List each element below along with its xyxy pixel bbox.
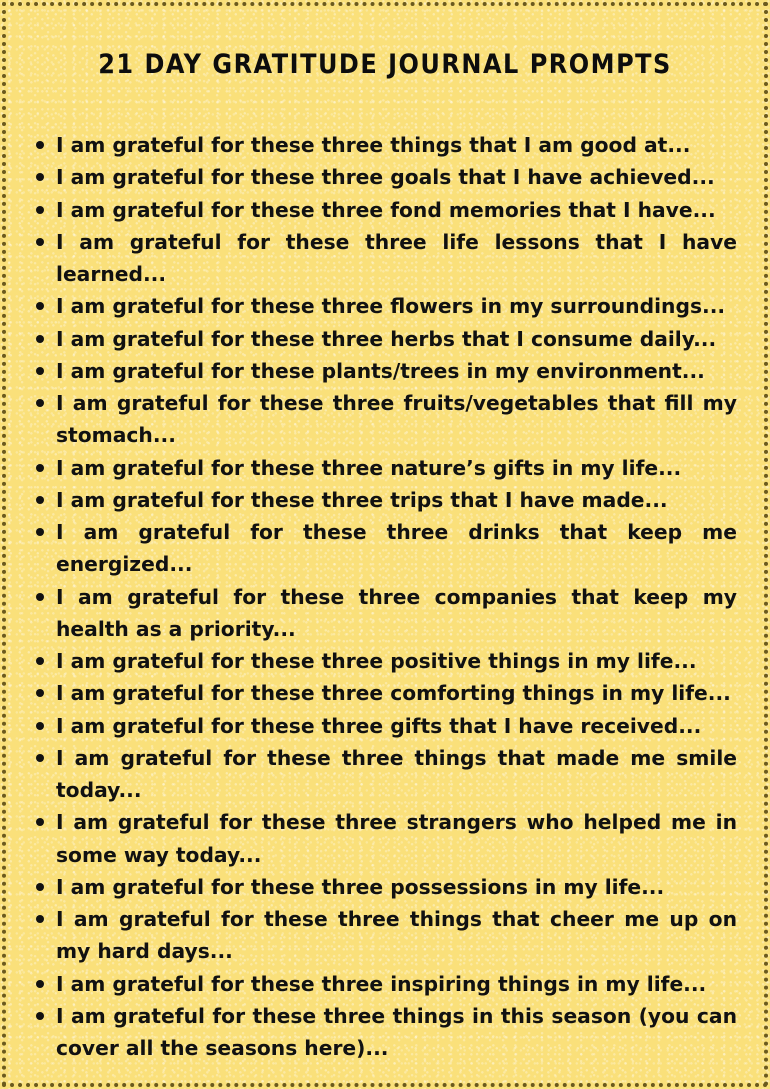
prompt-item bbox=[36, 290, 737, 322]
bullet-icon bbox=[36, 689, 44, 697]
prompt-list bbox=[36, 129, 737, 1064]
bullet-icon bbox=[36, 883, 44, 891]
prompt-text: I am grateful for these three fruits/vegetables that fill my stomach... bbox=[56, 391, 737, 448]
prompt-item bbox=[36, 742, 737, 807]
bullet-icon bbox=[36, 528, 44, 536]
bullet-icon bbox=[36, 980, 44, 988]
bullet-icon bbox=[36, 1012, 44, 1020]
prompt-item bbox=[36, 355, 737, 387]
bullet-icon bbox=[36, 593, 44, 601]
prompt-text: I am grateful for these three strangers who helped me in some way today... bbox=[56, 810, 737, 867]
prompt-text: I am grateful for these three positive things in my life... bbox=[56, 649, 697, 673]
bullet-icon bbox=[36, 722, 44, 730]
bullet-icon bbox=[36, 206, 44, 214]
bullet-icon bbox=[36, 464, 44, 472]
prompt-text: I am grateful for these plants/trees in my environment... bbox=[56, 358, 705, 383]
prompt-text: I am grateful for these three fond memories that I have... bbox=[56, 197, 716, 222]
prompt-item bbox=[36, 581, 737, 646]
prompt-item bbox=[36, 903, 737, 968]
prompt-item bbox=[36, 484, 737, 516]
prompt-item bbox=[36, 161, 737, 193]
prompt-item bbox=[36, 226, 737, 291]
prompt-text: I am grateful for these three things that made me smile today... bbox=[56, 745, 737, 802]
prompt-text: I am grateful for these three things that I am good at... bbox=[56, 133, 691, 157]
bullet-icon bbox=[36, 238, 44, 246]
prompt-text: I am grateful for these three companies that keep my health as a priority... bbox=[56, 584, 737, 641]
prompt-item bbox=[36, 871, 737, 903]
prompt-text: I am grateful for these three things in this season (you can cover all the seasons here)... bbox=[56, 1003, 737, 1060]
prompt-item bbox=[36, 194, 737, 226]
prompt-text: I am grateful for these three things that cheer me up on my hard days... bbox=[56, 907, 737, 964]
prompt-text: I am grateful for these three inspiring things in my life... bbox=[56, 971, 707, 996]
prompt-text: I am grateful for these three life lessons that I have learned... bbox=[56, 229, 737, 286]
prompt-item bbox=[36, 1000, 737, 1065]
bullet-icon bbox=[36, 141, 44, 149]
prompt-text: I am grateful for these three comforting things in my life... bbox=[56, 681, 731, 706]
bullet-icon bbox=[36, 657, 44, 665]
prompt-text: I am grateful for these three flowers in my surroundings... bbox=[56, 294, 726, 319]
bullet-icon bbox=[36, 173, 44, 181]
bullet-icon bbox=[36, 915, 44, 923]
prompt-item bbox=[36, 323, 737, 355]
bullet-icon bbox=[36, 818, 44, 826]
prompt-item bbox=[36, 645, 737, 677]
prompt-item bbox=[36, 677, 737, 709]
bullet-icon bbox=[36, 367, 44, 375]
page-title: 21 DAY GRATITUDE JOURNAL PROMPTS bbox=[98, 48, 672, 80]
prompt-item bbox=[36, 387, 737, 452]
bullet-icon bbox=[36, 754, 44, 762]
bullet-icon bbox=[36, 399, 44, 407]
prompt-text: I am grateful for these three herbs that I consume daily... bbox=[56, 326, 717, 351]
prompt-text: I am grateful for these three trips that I have made... bbox=[56, 487, 668, 512]
bullet-icon bbox=[36, 302, 44, 310]
prompt-item bbox=[36, 968, 737, 1000]
bullet-icon bbox=[36, 335, 44, 343]
prompt-item bbox=[36, 452, 737, 484]
prompt-text: I am grateful for these three goals that I have achieved... bbox=[56, 165, 715, 190]
prompt-item bbox=[36, 710, 737, 742]
prompt-item bbox=[36, 806, 737, 871]
prompt-item bbox=[36, 129, 737, 161]
prompt-text: I am grateful for these three possessions in my life... bbox=[56, 874, 665, 899]
prompt-text: I am grateful for these three drinks that keep me energized... bbox=[56, 520, 737, 577]
bullet-icon bbox=[36, 496, 44, 504]
prompt-text: I am grateful for these three gifts that I have received... bbox=[56, 713, 702, 738]
prompt-item bbox=[36, 516, 737, 581]
prompt-text: I am grateful for these three nature’s gifts in my life... bbox=[56, 455, 682, 480]
